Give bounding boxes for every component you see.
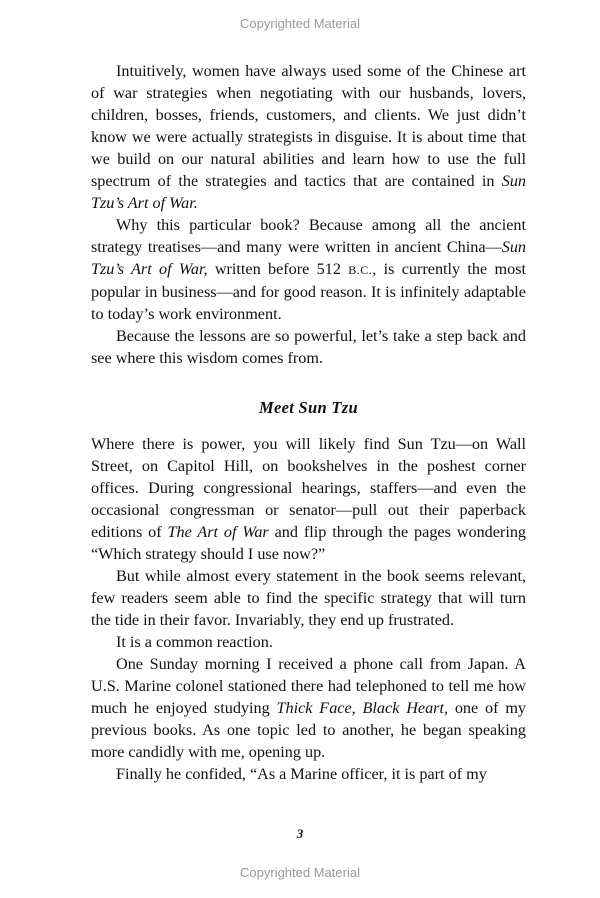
- paragraph-text: Intuitively, women have always used some of the Chinese art of war strategies when negotiating with our husbands, lovers, children, bosses, friends, customers, and clients. We just didn’t know we were actually strategists in disguise. It is about time that we build on our natural abilities and learn how to use the full spectrum of the strategies and tactics that are contained in: [91, 62, 526, 190]
- paragraph-text: one of my previous books. As one topic led to another, he began speaking more candidly with me, opening up.: [91, 699, 527, 761]
- copyright-watermark-top: Copyrighted Material: [240, 16, 360, 31]
- paragraph-step-back: Because the lessons are so powerful, let’s take a step back and see where this wisdom comes from.: [91, 327, 526, 367]
- page-number: 3: [296, 826, 304, 841]
- paragraph-relevant: But while almost every statement in the book seems relevant, few readers seem able to find the specific strategy that will turn the tide in their favor. Invariably, they end up frustrated.: [91, 567, 526, 629]
- book-title: Sun Tzu’s Art of War,: [91, 238, 526, 278]
- book-title: Sun Tzu’s Art of War.: [91, 172, 526, 212]
- paragraph-text: One Sunday morning I received a phone call from Japan. A U.S. Marine colonel stationed there had telephoned to tell me how much he enjoyed studying: [91, 655, 526, 717]
- paragraph-common-reaction: It is a common reaction.: [116, 633, 273, 651]
- paragraph-intuitively: [91, 60, 526, 214]
- copyright-watermark-bottom: Copyrighted Material: [240, 865, 360, 880]
- paragraph-why-this-book: [91, 214, 526, 325]
- paragraph-text: Where there is power, you will likely find Sun Tzu—on Wall Street, on Capitol Hill, on bookshelves in the poshest corner offices. During congressional hearings, staffers—and even the occasional congressman or senator—pull out their paperback editions of: [91, 435, 526, 541]
- paragraph-confided: Finally he confided, “As a Marine officer, it is part of my: [116, 765, 487, 783]
- book-title: Thick Face, Black Heart,: [276, 699, 449, 717]
- book-title: The Art of War: [167, 523, 269, 541]
- paragraph-text: written before 512: [207, 260, 349, 278]
- page-body: [91, 60, 526, 785]
- paragraph-phone-call: [91, 653, 526, 763]
- paragraph-text: Why this particular book? Because among all the ancient strategy treatises—and many were written in ancient China—: [91, 216, 526, 256]
- section-heading: Meet Sun Tzu: [259, 398, 358, 417]
- paragraph-where-there-is-power: [91, 433, 526, 565]
- era-abbreviation: B.C.: [348, 263, 373, 277]
- paragraph-text: and flip through the pages wondering “Which strategy should I use now?”: [91, 523, 527, 563]
- paragraph-text: , is currently the most popular in business—and for good reason. It is infinitely adaptable to today’s work environment.: [91, 260, 526, 323]
